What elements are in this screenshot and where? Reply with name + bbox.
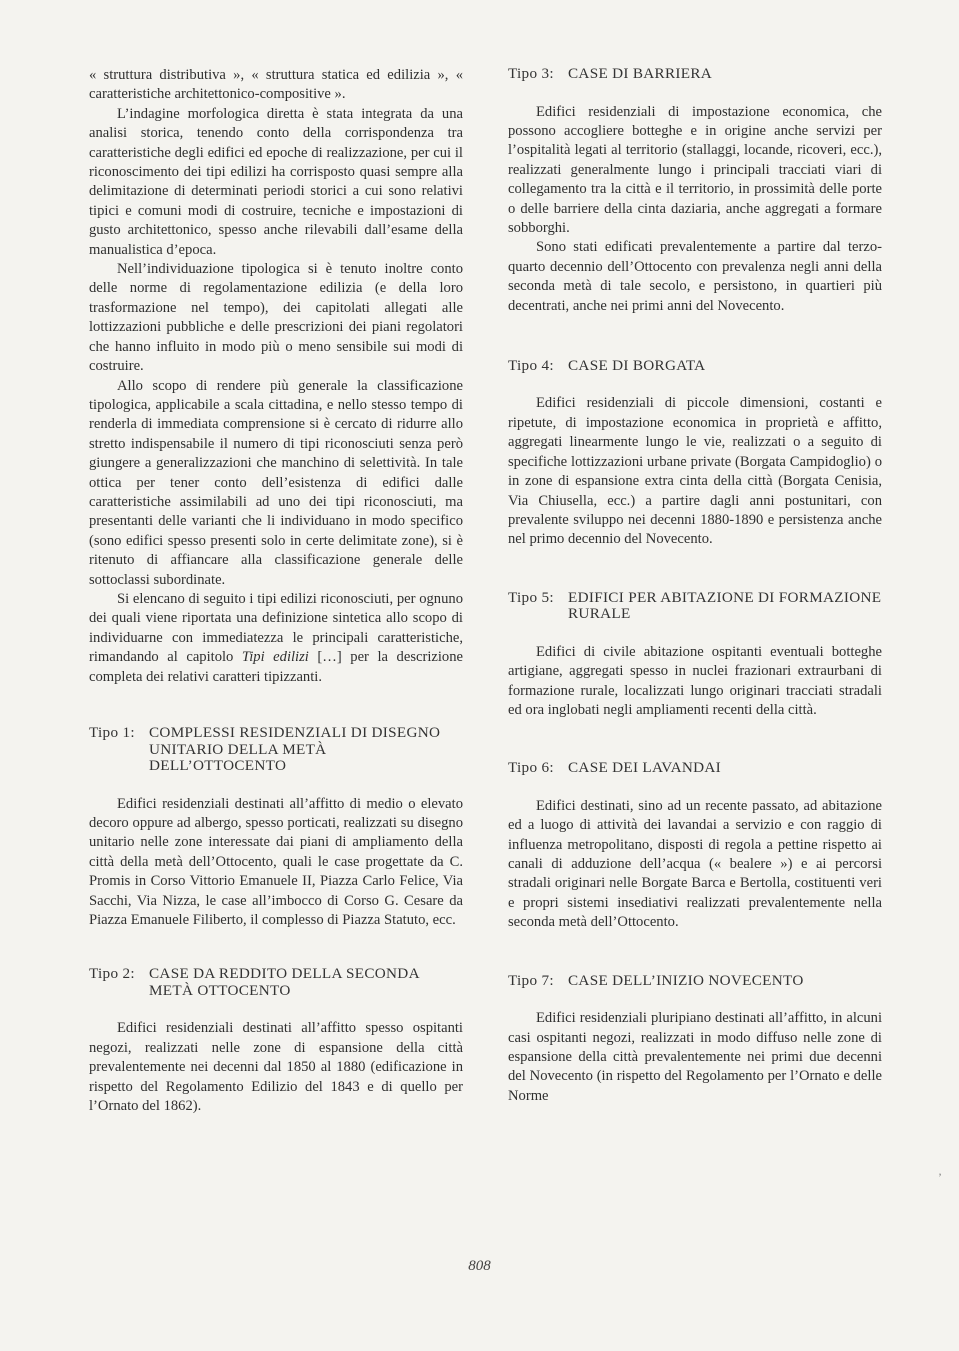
type-4-heading — [508, 358, 882, 375]
intro-paragraph: « struttura distributiva », « struttura statica ed edilizia », « caratteristiche architettonico-compositive ». — [89, 67, 463, 103]
type-title: CASE DI BORGATA — [568, 356, 706, 374]
type-label: Tipo 2: — [89, 965, 135, 983]
left-column — [89, 66, 463, 1116]
type-label: Tipo 6: — [508, 759, 554, 777]
type-title: CASE DI BARRIERA — [568, 65, 713, 82]
type-5-description: Edifici di civile abitazione ospitanti eventuali botteghe artigiane, aggregati spesso in nuclei frazionari extraurbani di formazione rurale, localizzati lungo originari tracciati stradali ed ora inglobati negli ampliamenti recenti della città. — [508, 643, 882, 718]
intro-last-text: Si elencano di seguito i tipi edilizi riconosciuti, per ognuno dei quali viene riportata una definizione sintetica allo scopo di individuarne con immediatezza le principali caratteristiche, rimandando al capitolo — [89, 590, 463, 666]
scan-mark: ’ — [938, 1170, 942, 1184]
type-title: EDIFICI PER ABITAZIONE DI FORMAZIONE RURALE — [568, 588, 882, 623]
type-label: Tipo 1: — [89, 724, 135, 741]
type-title: COMPLESSI RESIDENZIALI DI DISEGNO UNITARIO DELLA METÀ DELL’OTTOCENTO — [149, 724, 441, 774]
type-title: CASE DEI LAVANDAI — [568, 759, 722, 777]
type-title: CASE DA REDDITO DELLA SECONDA METÀ OTTOCENTO — [149, 965, 419, 999]
type-7-description: Edifici residenziali pluripiano destinati all’affitto, in alcuni casi ospitanti negozi, realizzati in modo diffuso nelle zone di espansione della città prevalentemente nei primi due decenni del Novecento (in rispetto del Regolamento per l’Ornato e delle Norme — [508, 1010, 882, 1104]
type-5-heading — [508, 590, 882, 623]
intro-paragraph: Nell’individuazione tipologica si è tenuto inoltre conto delle norme di regolamentazione edilizia (e della loro trasformazione nel tempo), dei capitolati allegati alle lottizzazioni pubbliche e delle prescrizioni dei piani regolatori che hanno influito in modo più o meno sensibile sui modi di costruire. — [89, 261, 463, 375]
type-3-description: Edifici residenziali di impostazione economica, che possono accogliere botteghe e in origine anche servizi per l’ospitalità legati al territorio (stallaggi, locande, ricoveri, ecc.), realizzati generalmente lungo i principali tracciati viari di collegamento tra la città e il territorio, in prossimità delle porte o delle barriere della cinta daziaria, anche aggregati a formare sobborghi. — [508, 103, 882, 236]
type-6-description: Edifici destinati, sino ad un recente passato, ad abitazione ed a luogo di attività dei lavandai a servizio e con raggio di influenza metropolitano, disposti di regola a pettine rispetto ai canali di adduzione dell’acqua (« bealere ») e ai percorsi stradali originari nelle Borgate Barca e Bertolla, costituenti veri e propri sistemi insediativi realizzati prevalentemente nella seconda metà dell’Ottocento. — [508, 797, 882, 931]
type-6-heading — [508, 760, 882, 777]
page-number: 808 — [468, 1258, 491, 1274]
type-4-description: Edifici residenziali di piccole dimensioni, costanti e ripetute, di impostazione economica in proprietà e affitto, aggregati linearmente lungo le vie, realizzati o a seguito di specifiche lottizzazioni urbane private (Borgata Campidoglio) o in zone di espansione extra cinta della città (Borgata Cenisia, Via Chiusella, ecc.) a partire dagli anni postunitari, con prevalente sviluppo nei decenni 1880-1890 e persistenza anche nel primo decennio del Novecento. — [508, 395, 882, 548]
chapter-reference: Tipi edilizi — [241, 649, 309, 666]
type-label: Tipo 4: — [508, 356, 554, 374]
type-1-description: Edifici residenziali destinati all’affitto di medio o elevato decoro oppure ad albergo, spesso porticati, realizzati su disegno unitario nelle zone interessate dai piani di ampliamento della città della metà dell’Ottocento, quali le case progettate da C. Promis in Corso Vittorio Emanuele II, Piazza Carlo Felice, Via Sacchi, Via Nizza, le case all’imbocco di Corso G. Cesare da Piazza Emanuele Filiberto, il complesso di Piazza Statuto, ecc. — [89, 795, 463, 928]
intro-last-text-end: […] per la descrizione completa dei relativi caratteri tipizzanti. — [89, 649, 463, 685]
type-label: Tipo 3: — [508, 65, 554, 82]
type-2-description: Edifici residenziali destinati all’affitto spesso ospitanti negozi, realizzati nelle zone di espansione della città prevalentemente nei decenni dal 1850 al 1880 (edificazione in rispetto del Regolamento Edilizio del 1843 e di quello per l’Ornato del 1862). — [89, 1020, 463, 1114]
intro-paragraph: L’indagine morfologica diretta è stata integrata da una analisi storica, tenendo conto della corrispondenza tra caratteristiche degli edifici ed epoche di realizzazione, per cui il riconoscimento dei tipi edilizi ha corrisposto quasi sempre alla delimitazione di determinati periodi storici a cui sono relativi tipici e comuni modi di costruire, tecniche e impostazioni di gusto architettonico, spesso anche rilevabili dall’esame della manualistica d’epoca. — [89, 105, 463, 258]
type-7-heading — [508, 973, 882, 990]
type-label: Tipo 7: — [508, 971, 554, 989]
type-label: Tipo 5: — [508, 588, 554, 606]
type-3-heading — [508, 66, 882, 83]
type-2-heading — [89, 966, 463, 999]
intro-paragraph: Allo scopo di rendere più generale la classificazione tipologica, applicabile a scala cittadina, e nello stesso tempo di renderla di immediata comprensione si è cercato di ridurre allo stretto indispensabile il numero di tipi riconosciuti senza però giungere a generalizzazioni che manchino di selettività. In tale ottica per tener conto dell’esistenza di edifici dalle caratteristiche assimilabili ad uno dei tipi riconosciuti, ma presentanti delle varianti che li individuano in modo specifico (sono edifici spesso presenti solo in certe delimitate zone), si è ritenuto di affiancare alla classificazione generale delle sottoclassi subordinate. — [89, 377, 463, 588]
type-title: CASE DELL’INIZIO NOVECENTO — [568, 971, 804, 989]
right-column — [508, 66, 882, 1106]
type-1-heading — [89, 725, 463, 775]
intro-paragraph-last — [89, 590, 463, 687]
type-3-description-continued: Sono stati edificati prevalentemente a partire dal terzo-quarto decennio dell’Ottocento con prevalenza negli anni della seconda metà di tale secolo, e persistono, in quartieri più decentrati, anche nei primi anni del Novecento. — [508, 239, 882, 314]
